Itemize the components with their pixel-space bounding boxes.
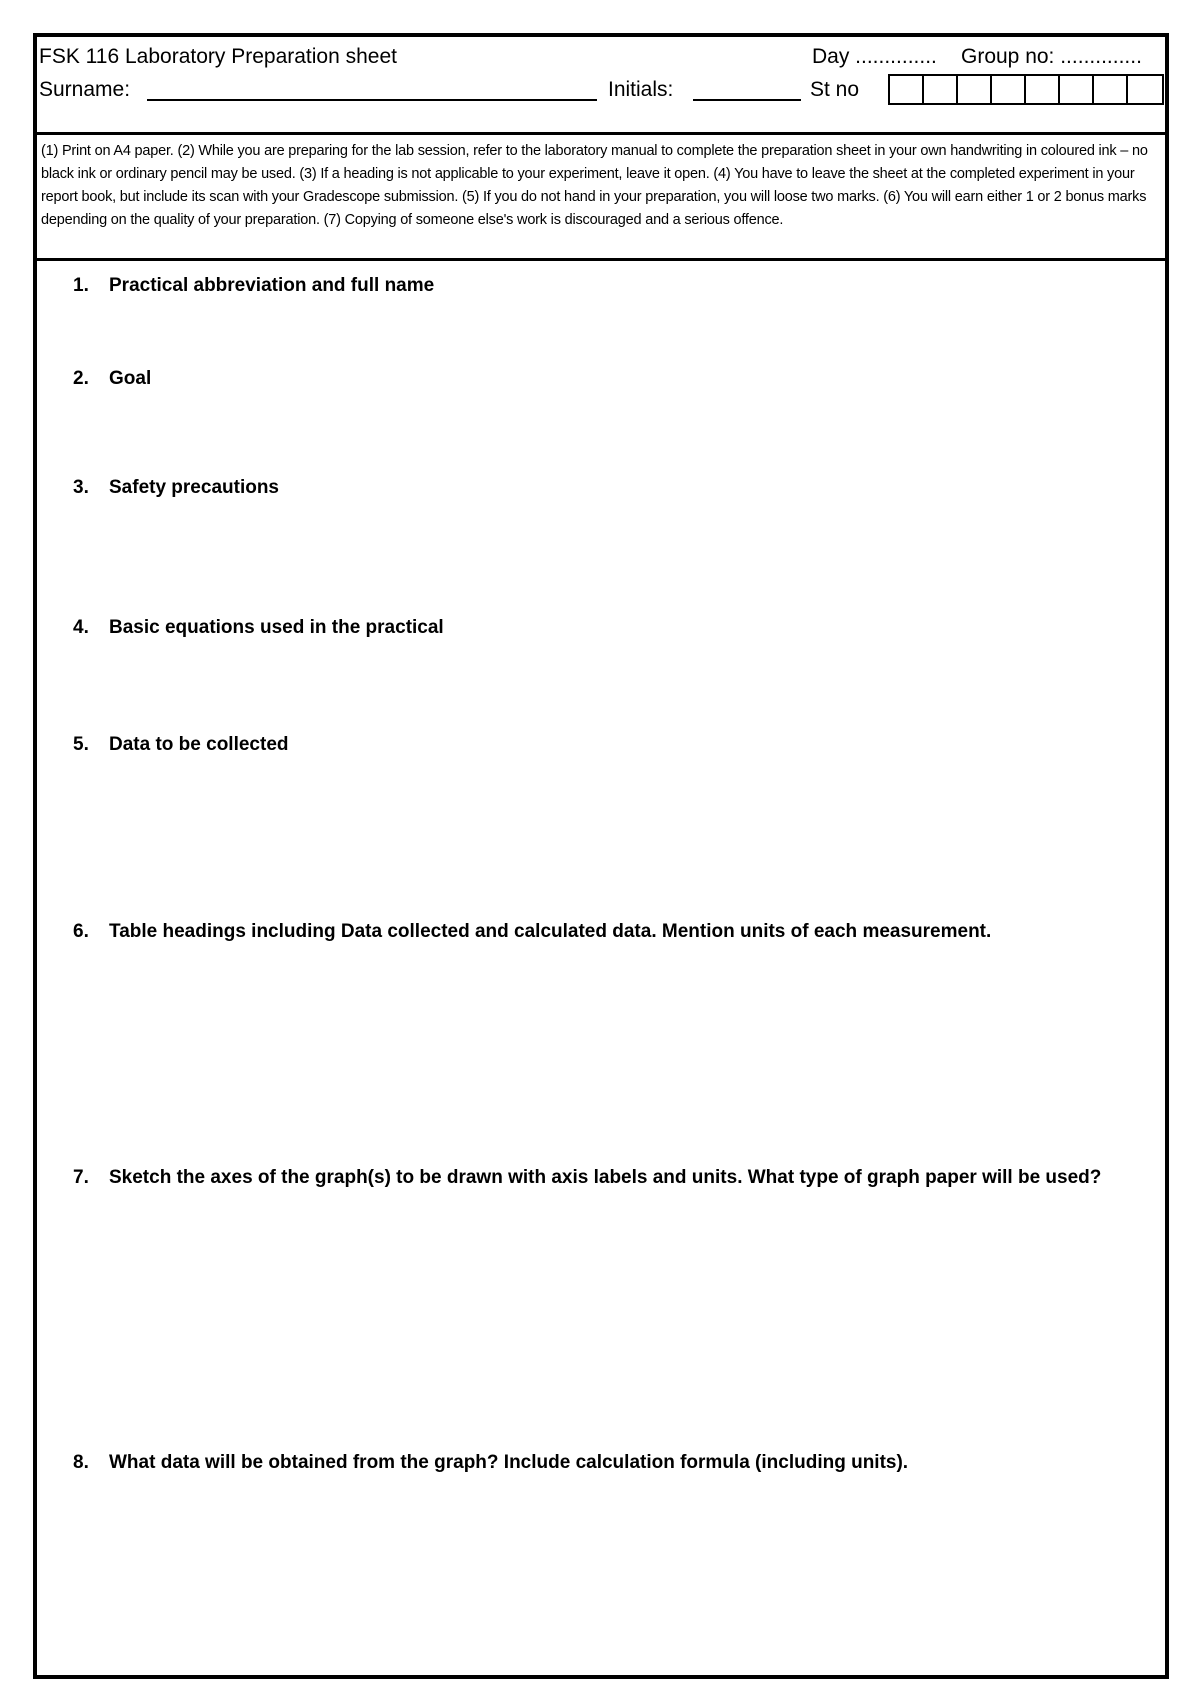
section-graph-axes[interactable] <box>73 1167 1113 1189</box>
section-goal[interactable] <box>73 368 1113 390</box>
section-title: Safety precautions <box>109 477 279 498</box>
section-basic-equations[interactable] <box>73 617 1113 639</box>
student-number-box[interactable] <box>958 76 992 103</box>
section-number: 2. <box>73 368 89 389</box>
student-number-box[interactable] <box>992 76 1026 103</box>
sheet-title: FSK 116 Laboratory Preparation sheet <box>39 45 397 68</box>
section-title: Practical abbreviation and full name <box>109 275 435 296</box>
instructions-text: (1) Print on A4 paper. (2) While you are preparing for the lab session, refer to the laboratory manual to complete the preparation sheet in your own handwriting in coloured ink – no black ink or ordinary pencil may be used. (3) If a heading is not applicable to your experiment, leave it open. (4) You have to leave the sheet at the completed experiment in your report book, but include its scan with your Gradescope submission. (5) If you do not hand in your preparation, you will loose two marks. (6) You will earn either 1 or 2 bonus marks depending on the quality of your preparation. (7) Copying of someone else's work is discouraged and a serious offence. <box>41 143 1148 228</box>
section-graph-data[interactable] <box>73 1452 1113 1474</box>
section-number: 7. <box>73 1167 89 1188</box>
section-title: Basic equations used in the practical <box>109 617 444 638</box>
student-number-label: St no <box>810 78 860 101</box>
section-number: 1. <box>73 275 89 296</box>
section-safety-precautions[interactable] <box>73 477 1113 499</box>
section-number: 6. <box>73 921 89 942</box>
initials-field[interactable] <box>693 99 801 101</box>
sheet-header <box>37 37 1165 135</box>
student-number-box[interactable] <box>1026 76 1060 103</box>
student-number-boxes[interactable] <box>888 74 1164 105</box>
day-field[interactable]: Day .............. <box>812 45 937 68</box>
section-title: Sketch the axes of the graph(s) to be drawn with axis labels and units. What type of graph paper will be used? <box>109 1167 1102 1188</box>
section-title: What data will be obtained from the graph? Include calculation formula (including units). <box>109 1452 909 1473</box>
student-number-box[interactable] <box>1060 76 1094 103</box>
surname-label: Surname: <box>39 78 131 101</box>
instructions-block <box>37 135 1165 261</box>
preparation-sheet <box>33 33 1169 1679</box>
section-title: Goal <box>109 368 152 389</box>
section-title: Table headings including Data collected and calculated data. Mention units of each measurement. <box>109 921 992 942</box>
section-data-collected[interactable] <box>73 734 1113 756</box>
section-practical-name[interactable] <box>73 275 1113 297</box>
section-table-headings[interactable] <box>73 921 1113 943</box>
group-number-field[interactable]: Group no: .............. <box>961 45 1142 68</box>
student-number-box[interactable] <box>924 76 958 103</box>
surname-field[interactable] <box>147 99 597 101</box>
section-number: 8. <box>73 1452 89 1473</box>
section-number: 5. <box>73 734 89 755</box>
section-number: 4. <box>73 617 89 638</box>
student-number-box[interactable] <box>1128 76 1162 103</box>
section-title: Data to be collected <box>109 734 289 755</box>
section-number: 3. <box>73 477 89 498</box>
initials-label: Initials: <box>608 78 674 101</box>
student-number-box[interactable] <box>1094 76 1128 103</box>
student-number-box[interactable] <box>890 76 924 103</box>
sections-area <box>37 261 1165 1679</box>
